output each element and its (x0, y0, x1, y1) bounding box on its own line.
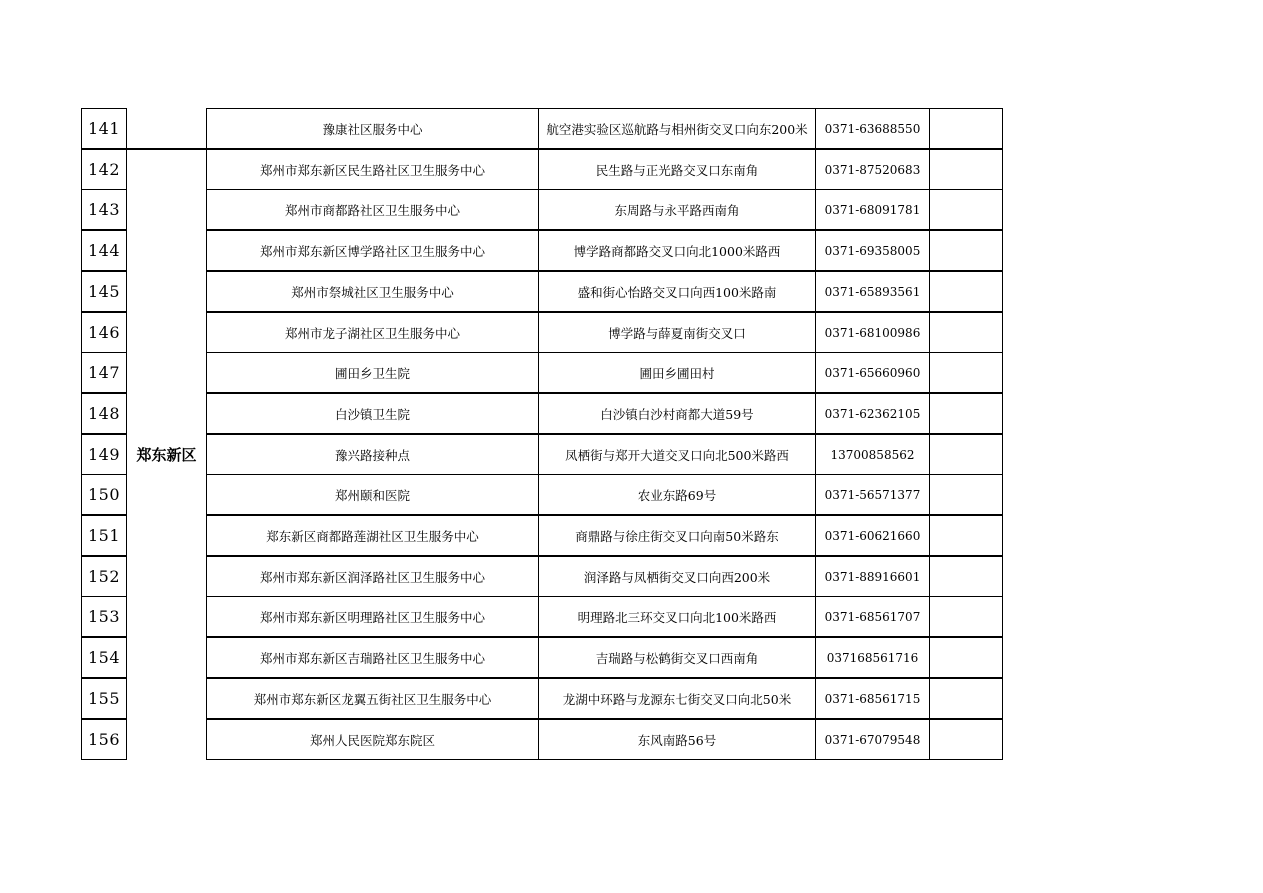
note-cell (929, 596, 1003, 637)
note-cell (929, 678, 1003, 719)
phone-cell: 0371-68091781 (815, 189, 930, 230)
facility-name-cell: 豫康社区服务中心 (206, 108, 539, 149)
phone-cell: 13700858562 (815, 434, 930, 475)
note-cell (929, 393, 1003, 434)
phone-cell: 0371-65893561 (815, 271, 930, 312)
phone-cell: 0371-87520683 (815, 149, 930, 190)
row-number-cell: 145 (81, 271, 127, 312)
row-number-cell: 148 (81, 393, 127, 434)
row-number-cell: 150 (81, 474, 127, 515)
address-cell: 商鼎路与徐庄街交叉口向南50米路东 (538, 515, 816, 556)
facility-name-cell: 郑州市郑东新区润泽路社区卫生服务中心 (206, 556, 539, 597)
note-cell (929, 352, 1003, 393)
phone-cell: 0371-56571377 (815, 474, 930, 515)
note-cell (929, 556, 1003, 597)
address-cell: 东周路与永平路西南角 (538, 189, 816, 230)
phone-cell: 0371-62362105 (815, 393, 930, 434)
row-number-cell: 144 (81, 230, 127, 271)
row-number-cell: 152 (81, 556, 127, 597)
note-cell (929, 189, 1003, 230)
facility-name-cell: 郑州颐和医院 (206, 474, 539, 515)
facility-name-cell: 郑州市郑东新区明理路社区卫生服务中心 (206, 596, 539, 637)
note-cell (929, 434, 1003, 475)
phone-cell: 0371-63688550 (815, 108, 930, 149)
row-number-cell: 154 (81, 637, 127, 678)
address-cell: 民生路与正光路交叉口东南角 (538, 149, 816, 190)
row-number-cell: 153 (81, 596, 127, 637)
note-cell (929, 474, 1003, 515)
row-number-cell: 143 (81, 189, 127, 230)
facility-name-cell: 白沙镇卫生院 (206, 393, 539, 434)
address-cell: 圃田乡圃田村 (538, 352, 816, 393)
district-merged-cell: 郑东新区 (136, 445, 197, 464)
address-cell: 龙湖中环路与龙源东七街交叉口向北50米 (538, 678, 816, 719)
address-cell: 农业东路69号 (538, 474, 816, 515)
row-number-cell: 156 (81, 719, 127, 760)
address-cell: 明理路北三环交叉口向北100米路西 (538, 596, 816, 637)
phone-cell: 037168561716 (815, 637, 930, 678)
facility-name-cell: 郑州市龙子湖社区卫生服务中心 (206, 312, 539, 353)
facility-name-cell: 郑州市郑东新区吉瑞路社区卫生服务中心 (206, 637, 539, 678)
address-cell: 博学路与薛夏南街交叉口 (538, 312, 816, 353)
address-cell: 凤栖街与郑开大道交叉口向北500米路西 (538, 434, 816, 475)
phone-cell: 0371-68561707 (815, 596, 930, 637)
phone-cell: 0371-60621660 (815, 515, 930, 556)
phone-cell: 0371-88916601 (815, 556, 930, 597)
address-cell: 白沙镇白沙村商都大道59号 (538, 393, 816, 434)
phone-cell: 0371-65660960 (815, 352, 930, 393)
facility-name-cell: 圃田乡卫生院 (206, 352, 539, 393)
phone-cell: 0371-69358005 (815, 230, 930, 271)
facility-name-cell: 郑州市祭城社区卫生服务中心 (206, 271, 539, 312)
address-cell: 东风南路56号 (538, 719, 816, 760)
note-cell (929, 637, 1003, 678)
address-cell: 航空港实验区巡航路与相州街交叉口向东200米 (538, 108, 816, 149)
note-cell (929, 149, 1003, 190)
address-cell: 博学路商都路交叉口向北1000米路西 (538, 230, 816, 271)
facility-name-cell: 郑州市郑东新区博学路社区卫生服务中心 (206, 230, 539, 271)
note-cell (929, 719, 1003, 760)
facility-name-cell: 郑州市郑东新区龙翼五街社区卫生服务中心 (206, 678, 539, 719)
district-top-border (127, 148, 207, 150)
address-cell: 润泽路与凤栖街交叉口向西200米 (538, 556, 816, 597)
phone-cell: 0371-68561715 (815, 678, 930, 719)
row-number-cell: 149 (81, 434, 127, 475)
facility-name-cell: 郑州市郑东新区民生路社区卫生服务中心 (206, 149, 539, 190)
note-cell (929, 230, 1003, 271)
row-number-cell: 147 (81, 352, 127, 393)
facility-name-cell: 郑州市商都路社区卫生服务中心 (206, 189, 539, 230)
row-number-cell: 142 (81, 149, 127, 190)
row-number-cell: 151 (81, 515, 127, 556)
facility-name-cell: 郑东新区商都路莲湖社区卫生服务中心 (206, 515, 539, 556)
row-number-cell: 141 (81, 108, 127, 149)
note-cell (929, 515, 1003, 556)
address-cell: 盛和街心怡路交叉口向西100米路南 (538, 271, 816, 312)
phone-cell: 0371-67079548 (815, 719, 930, 760)
facility-name-cell: 豫兴路接种点 (206, 434, 539, 475)
phone-cell: 0371-68100986 (815, 312, 930, 353)
note-cell (929, 271, 1003, 312)
note-cell (929, 312, 1003, 353)
facility-name-cell: 郑州人民医院郑东院区 (206, 719, 539, 760)
row-number-cell: 155 (81, 678, 127, 719)
address-cell: 吉瑞路与松鹤街交叉口西南角 (538, 637, 816, 678)
note-cell (929, 108, 1003, 149)
row-number-cell: 146 (81, 312, 127, 353)
